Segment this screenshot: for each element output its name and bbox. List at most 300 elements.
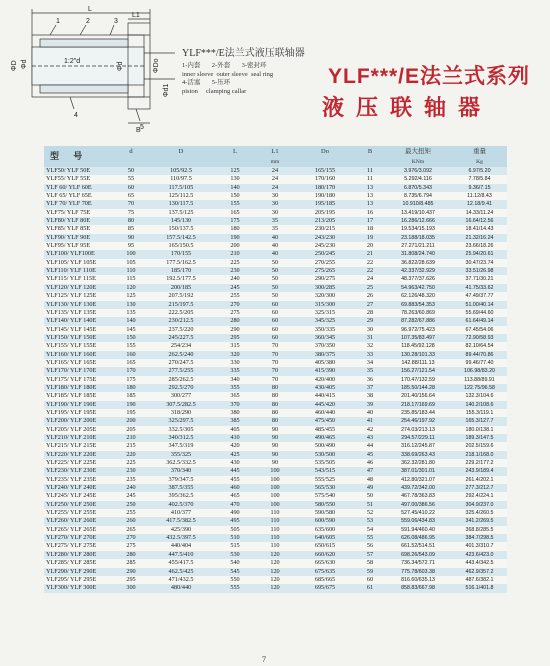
table-cell: YLF230/ YLF 230E	[44, 467, 114, 475]
table-cell: 14.33/11.24	[452, 209, 507, 217]
table-cell: 125/112.5	[148, 192, 214, 200]
table-cell: 295	[214, 334, 256, 342]
table-cell: 24	[356, 275, 384, 283]
table-row	[44, 584, 507, 592]
table-cell: 274.03/213.13	[384, 426, 452, 434]
table-cell: 87.282/67.886	[384, 317, 452, 325]
table-row	[44, 259, 507, 267]
table-cell: 550	[214, 576, 256, 584]
table-cell: 31.808/24.740	[384, 250, 452, 258]
table-cell: 19.534/15.193	[384, 225, 452, 233]
col-header-D: D	[148, 146, 214, 157]
table-row	[44, 309, 507, 317]
table-cell: 30	[256, 200, 294, 208]
table-cell: 110/97.5	[148, 175, 214, 183]
table-cell: YLF55/ YLF 55E	[44, 175, 114, 183]
table-cell: 443.4/342.5	[452, 559, 507, 567]
table-cell: 626.08/486.95	[384, 534, 452, 542]
table-cell: 495	[214, 517, 256, 525]
table-cell: 661.52/514.51	[384, 542, 452, 550]
table-cell: YLF285/ YLF 285E	[44, 559, 114, 567]
table-cell: 125	[114, 292, 148, 300]
table-cell: YLF270/ YLF 270E	[44, 534, 114, 542]
table-cell: YLF290/ YLF 290E	[44, 568, 114, 576]
table-cell: 285	[114, 559, 148, 567]
table-cell: 350/335	[294, 326, 356, 334]
table-cell: YLF190/ YLF 190E	[44, 401, 114, 409]
table-cell: 65	[114, 192, 148, 200]
table-cell: 180.0/138.1	[452, 426, 507, 434]
table-cell: 35	[256, 217, 294, 225]
table-cell: 120	[256, 584, 294, 592]
table-cell: 250/245	[294, 250, 356, 258]
table-cell: YLF240/ YLF 240E	[44, 484, 114, 492]
table-cell: 275	[214, 309, 256, 317]
table-row	[44, 184, 507, 192]
table-cell: 60	[256, 309, 294, 317]
table-row	[44, 167, 507, 175]
table-cell: 460/440	[294, 409, 356, 417]
table-cell: 229.2/177.2	[452, 459, 507, 467]
part-number-2: 2	[86, 18, 90, 25]
table-row	[44, 417, 507, 425]
table-cell: 33.51/26.98	[452, 267, 507, 275]
table-cell: YLF80/ YLF 80E	[44, 217, 114, 225]
table-cell: 24	[256, 175, 294, 183]
table-cell: 225	[114, 459, 148, 467]
table-cell: 130.28/101.33	[384, 351, 452, 359]
table-row	[44, 467, 507, 475]
table-cell: 23.188/18.035	[384, 234, 452, 242]
table-cell: 698.26/543.09	[384, 551, 452, 559]
table-row	[44, 192, 507, 200]
table-cell: 50	[256, 292, 294, 300]
table-cell: YLF235/ YLF 235E	[44, 476, 114, 484]
table-cell: 90	[256, 451, 294, 459]
table-cell: 510	[214, 534, 256, 542]
table-row	[44, 509, 507, 517]
table-cell: 405	[214, 426, 256, 434]
table-cell: 106.98/83.20	[452, 367, 507, 375]
table-cell: YLF245/ YLF 245E	[44, 492, 114, 500]
table-cell: YLF50/ YLF 50E	[44, 167, 114, 175]
table-cell: 165/155	[294, 167, 356, 175]
table-cell: 48.377/37.626	[384, 275, 452, 283]
table-cell: 30	[356, 326, 384, 334]
table-cell: 155	[214, 200, 256, 208]
table-cell: YLF 70/ YLF 70E	[44, 200, 114, 208]
table-cell: 170.47/132.59	[384, 376, 452, 384]
table-cell: YLF225/ YLF 225E	[44, 459, 114, 467]
table-cell: 120	[256, 576, 294, 584]
table-cell: 230/215	[294, 225, 356, 233]
table-cell: 50	[256, 275, 294, 283]
table-cell: 25	[356, 284, 384, 292]
table-row	[44, 542, 507, 550]
table-cell: 90	[256, 459, 294, 467]
table-row	[44, 342, 507, 350]
table-cell: 50	[256, 259, 294, 267]
table-cell: 402.5/370	[148, 501, 214, 509]
col-header-max-torque: 最大扭矩	[384, 146, 452, 157]
table-cell: 240	[114, 484, 148, 492]
table-cell: YLF100/ YLF100E	[44, 250, 114, 258]
table-row	[44, 217, 507, 225]
table-cell: 430	[214, 459, 256, 467]
table-cell: 425/390	[148, 526, 214, 534]
table-cell: 37	[356, 384, 384, 392]
table-row	[44, 384, 507, 392]
table-cell: 95	[114, 242, 148, 250]
table-cell: 210	[214, 250, 256, 258]
table-cell: 325.4/260.5	[452, 509, 507, 517]
table-cell: 89.44/70.86	[452, 351, 507, 359]
table-cell: 11	[356, 175, 384, 183]
table-cell: 155.3/119.1	[452, 409, 507, 417]
table-cell: 370	[214, 401, 256, 409]
table-cell: YLF295/ YLF 295E	[44, 576, 114, 584]
table-cell: 545	[214, 568, 256, 576]
table-units-row	[44, 157, 507, 167]
table-cell: YLF 60/ YLF 60E	[44, 184, 114, 192]
table-row	[44, 426, 507, 434]
series-title-line1: YLF***/E法兰式系列	[328, 65, 531, 88]
table-cell: 340/312.5	[148, 434, 214, 442]
table-cell: 165	[114, 359, 148, 367]
table-cell: 195	[114, 409, 148, 417]
table-cell: 575/540	[294, 492, 356, 500]
table-cell: 5.292/4.116	[384, 175, 452, 183]
legend-row-1: 1-内套 2-外套 3-密封环	[182, 62, 267, 69]
table-cell: 543/515	[294, 467, 356, 475]
table-cell: 21.32/16.24	[452, 234, 507, 242]
col-header-B: B	[356, 146, 384, 157]
table-cell: YLF255/ YLF 255E	[44, 509, 114, 517]
table-cell: 170/155	[148, 250, 214, 258]
table-cell: 61	[356, 584, 384, 592]
table-cell: 439.72/342.00	[384, 484, 452, 492]
table-cell: YLF90/ YLF 90E	[44, 234, 114, 242]
table-cell: 290	[214, 326, 256, 334]
table-cell: 13.419/10.437	[384, 209, 452, 217]
table-cell: 22	[356, 267, 384, 275]
part-number-3: 3	[114, 18, 118, 25]
table-cell: 70	[256, 351, 294, 359]
unit-d	[114, 157, 148, 167]
table-cell: 420	[214, 442, 256, 450]
table-cell: 16	[356, 209, 384, 217]
table-cell: 58	[356, 559, 384, 567]
table-cell: 170/160	[294, 175, 356, 183]
table-cell: 110	[114, 267, 148, 275]
table-row	[44, 301, 507, 309]
table-cell: 31	[356, 334, 384, 342]
table-cell: 307.5/282.5	[148, 401, 214, 409]
table-cell: 332.5/305	[148, 426, 214, 434]
table-cell: 379/347.5	[148, 476, 214, 484]
col-header-d: d	[114, 146, 148, 157]
table-cell: 7.78/5.84	[452, 175, 507, 183]
table-cell: 290	[114, 568, 148, 576]
table-cell: 110	[256, 526, 294, 534]
table-cell: 50	[114, 167, 148, 175]
table-cell: 471/432.5	[148, 576, 214, 584]
table-cell: 485/455	[294, 426, 356, 434]
legend-row-3: 4-活塞 5-压环	[182, 79, 231, 87]
table-cell: 218.17/169.69	[384, 401, 452, 409]
table-cell: 395/362.5	[148, 492, 214, 500]
table-row	[44, 451, 507, 459]
part-number-1: 1	[56, 18, 60, 25]
table-cell: 255	[214, 292, 256, 300]
table-cell: 6.97/5.20	[452, 167, 507, 175]
table-cell: 50	[256, 267, 294, 275]
table-cell: 140	[114, 317, 148, 325]
table-row	[44, 275, 507, 283]
table-cell: 69.883/54.353	[384, 301, 452, 309]
table-cell: 85	[114, 225, 148, 233]
table-row	[44, 351, 507, 359]
table-cell: 180/170	[294, 184, 356, 192]
table-cell: 261.4/202.1	[452, 476, 507, 484]
table-cell: 410/377	[148, 509, 214, 517]
table-row	[44, 284, 507, 292]
table-row	[44, 576, 507, 584]
table-cell: 52	[356, 509, 384, 517]
table-cell: 46	[356, 459, 384, 467]
table-cell: YLF160/ YLF 160E	[44, 351, 114, 359]
table-row	[44, 209, 507, 217]
table-row	[44, 526, 507, 534]
table-cell: 13	[356, 200, 384, 208]
table-cell: 80	[256, 417, 294, 425]
table-cell: 100	[256, 501, 294, 509]
table-cell: 3.976/3.092	[384, 167, 452, 175]
table-cell: 320/300	[294, 292, 356, 300]
table-cell: 150	[114, 334, 148, 342]
table-cell: 180	[114, 384, 148, 392]
table-cell: 515	[214, 542, 256, 550]
table-cell: 320	[214, 351, 256, 359]
table-cell: YLF165/ YLF 165E	[44, 359, 114, 367]
table-cell: 347.5/319	[148, 442, 214, 450]
table-cell: 205	[114, 426, 148, 434]
table-cell: 80	[256, 401, 294, 409]
col-header-L1: L1	[256, 146, 294, 157]
table-cell: 157.5/142.5	[148, 234, 214, 242]
table-cell: 341.2/269.5	[452, 517, 507, 525]
table-cell: 100	[256, 467, 294, 475]
table-cell: 155	[114, 342, 148, 350]
table-row	[44, 534, 507, 542]
table-cell: 27.271/21.211	[384, 242, 452, 250]
table-cell: 60	[256, 326, 294, 334]
table-cell: 96.972/75.423	[384, 326, 452, 334]
table-cell: 45	[356, 451, 384, 459]
table-cell: 467.78/363.83	[384, 492, 452, 500]
table-row	[44, 517, 507, 525]
table-cell: 156.27/121.54	[384, 367, 452, 375]
table-cell: 125	[214, 167, 256, 175]
table-cell: 90	[256, 434, 294, 442]
table-cell: 295	[114, 576, 148, 584]
table-cell: YLF125/ YLF 125E	[44, 292, 114, 300]
table-cell: 775.78/603.38	[384, 568, 452, 576]
table-cell: 60	[256, 334, 294, 342]
table-cell: 370/350	[294, 342, 356, 350]
table-cell: 675/635	[294, 568, 356, 576]
table-cell: 60	[114, 184, 148, 192]
table-row	[44, 200, 507, 208]
table-cell: 40	[356, 409, 384, 417]
table-cell: 237.5/220	[148, 326, 214, 334]
table-row	[44, 334, 507, 342]
coupling-drawing	[10, 5, 180, 140]
table-cell: 100	[114, 250, 148, 258]
table-cell: 304.9/237.0	[452, 501, 507, 509]
table-cell: YLF250/ YLF 250E	[44, 501, 114, 509]
table-cell: 6.870/5.343	[384, 184, 452, 192]
table-cell: 37.71/30.21	[452, 275, 507, 283]
table-cell: 20	[356, 242, 384, 250]
table-cell: 530/500	[294, 451, 356, 459]
table-cell: 423.6/423.0	[452, 551, 507, 559]
table-cell: 185/170	[148, 267, 214, 275]
table-cell: 195/185	[294, 200, 356, 208]
table-cell: 555/525	[294, 476, 356, 484]
table-cell: 207.5/192	[148, 292, 214, 300]
table-cell: 70	[256, 342, 294, 350]
table-cell: YLF175/ YLF 175E	[44, 376, 114, 384]
table-cell: 325/297.5	[148, 417, 214, 425]
table-cell: 170	[114, 367, 148, 375]
table-cell: 26	[356, 292, 384, 300]
table-cell: 110	[256, 542, 294, 550]
table-cell: 205/195	[294, 209, 356, 217]
table-cell: 50	[356, 492, 384, 500]
table-cell: 180	[214, 225, 256, 233]
table-cell: 330	[214, 359, 256, 367]
table-cell: 142.88/111.13	[384, 359, 452, 367]
table-cell: 685/665	[294, 576, 356, 584]
table-cell: 175	[114, 376, 148, 384]
table-cell: 660/620	[294, 551, 356, 559]
table-row	[44, 434, 507, 442]
table-cell: 56	[356, 542, 384, 550]
table-row	[44, 326, 507, 334]
table-cell: 137.5/125	[148, 209, 214, 217]
table-cell: 25.94/20.61	[452, 250, 507, 258]
table-cell: 70	[256, 376, 294, 384]
table-cell: 736.34/572.71	[384, 559, 452, 567]
table-cell: 165.3/127.7	[452, 417, 507, 425]
table-cell: 55.69/44.60	[452, 309, 507, 317]
table-cell: 250	[114, 501, 148, 509]
table-row	[44, 359, 507, 367]
table-cell: 215/197.5	[148, 301, 214, 309]
table-cell: YLF200/ YLF 200E	[44, 417, 114, 425]
table-cell: 33	[356, 351, 384, 359]
table-cell: 55	[114, 175, 148, 183]
dim-L1-label: L1	[132, 12, 140, 19]
table-cell: 858.83/667.98	[384, 584, 452, 592]
table-cell: 530	[214, 551, 256, 559]
table-cell: 140.2/108.6	[452, 401, 507, 409]
table-cell: 355	[214, 384, 256, 392]
table-cell: 41.75/33.62	[452, 284, 507, 292]
table-cell: 432.5/397.5	[148, 534, 214, 542]
table-cell: 110	[256, 509, 294, 517]
table-cell: YLF95/ YLF 95E	[44, 242, 114, 250]
table-cell: 49	[356, 484, 384, 492]
table-cell: 440/415	[294, 392, 356, 400]
table-cell: 13	[356, 192, 384, 200]
table-cell: 190	[114, 401, 148, 409]
table-cell: 277.5/255	[148, 367, 214, 375]
table-cell: 42	[356, 426, 384, 434]
table-row	[44, 392, 507, 400]
unit-knm: KNm	[384, 157, 452, 167]
table-cell: 455	[214, 476, 256, 484]
table-cell: 190	[214, 234, 256, 242]
table-cell: 475/450	[294, 417, 356, 425]
table-cell: 580/550	[294, 501, 356, 509]
unit-kg: Kg	[452, 157, 507, 167]
table-cell: 277.3/212.7	[452, 484, 507, 492]
table-cell: 18	[356, 225, 384, 233]
table-cell: 370/340	[148, 467, 214, 475]
table-cell: 120	[256, 559, 294, 567]
table-cell: 387.01/301.01	[384, 467, 452, 475]
table-cell: 12.18/9.41	[452, 200, 507, 208]
table-cell: YLF85/ YLF 85E	[44, 225, 114, 233]
table-cell: YLF110/ YLF 110E	[44, 267, 114, 275]
table-cell: 118.45/92.128	[384, 342, 452, 350]
table-cell: 80	[256, 409, 294, 417]
table-cell: 30.47/23.74	[452, 259, 507, 267]
table-cell: 315/300	[294, 301, 356, 309]
table-cell: 90	[256, 442, 294, 450]
table-row	[44, 484, 507, 492]
table-cell: 384.7/298.5	[452, 534, 507, 542]
table-row	[44, 250, 507, 258]
table-cell: 47.49/37.77	[452, 292, 507, 300]
table-cell: 410	[214, 434, 256, 442]
table-cell: 500/490	[294, 442, 356, 450]
table-cell: 150	[214, 192, 256, 200]
table-cell: 145/130	[148, 217, 214, 225]
table-cell: 59	[356, 568, 384, 576]
table-cell: 362.32/281.80	[384, 459, 452, 467]
table-cell: 130	[114, 301, 148, 309]
table-cell: 55	[356, 534, 384, 542]
table-cell: 130	[214, 175, 256, 183]
table-cell: 262.5/240	[148, 351, 214, 359]
table-cell: 420/400	[294, 376, 356, 384]
table-cell: 185	[114, 392, 148, 400]
table-cell: 160	[114, 351, 148, 359]
table-cell: 40	[256, 250, 294, 258]
table-cell: YLF205/ YLF 205E	[44, 426, 114, 434]
table-cell: 60	[356, 576, 384, 584]
table-header-row	[44, 146, 507, 157]
table-cell: 110	[256, 517, 294, 525]
table-cell: YLF210/ YLF 210E	[44, 434, 114, 442]
table-cell: YLF185/ YLF 185E	[44, 392, 114, 400]
table-cell: 255	[114, 509, 148, 517]
table-cell: 340	[214, 376, 256, 384]
table-cell: 445/420	[294, 401, 356, 409]
